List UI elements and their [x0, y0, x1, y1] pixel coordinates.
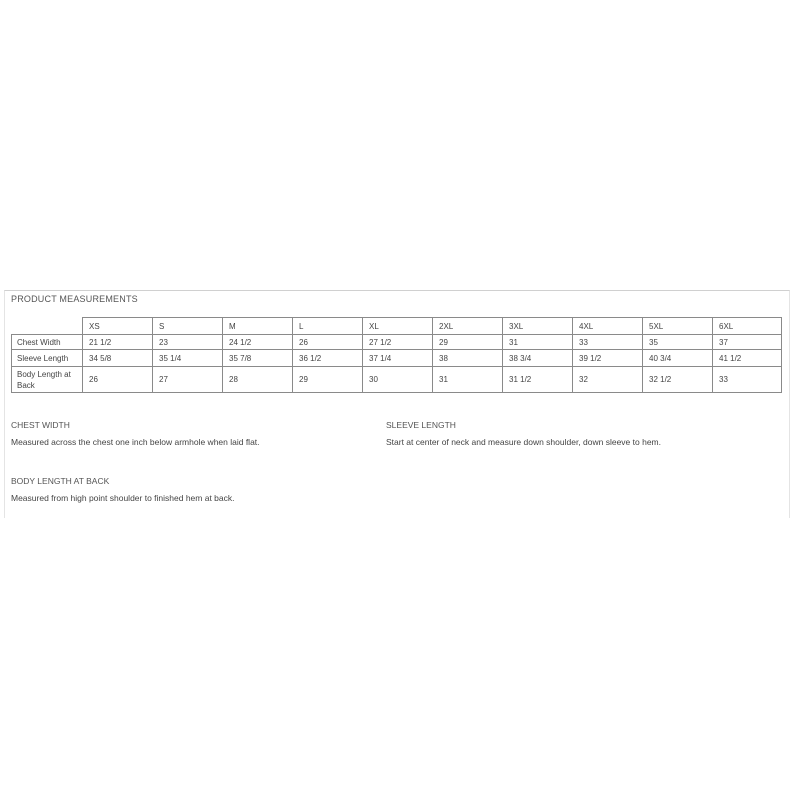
table-cell: 29 [433, 335, 503, 350]
chest-width-description: Measured across the chest one inch below armhole when laid flat. [11, 437, 260, 447]
row-label: Chest Width [12, 335, 83, 350]
table-cell: 40 3/4 [643, 350, 713, 367]
table-row-chest-width [12, 335, 782, 350]
table-cell: 28 [223, 367, 293, 393]
table-cell: 27 [153, 367, 223, 393]
table-cell: 31 [503, 335, 573, 350]
table-cell: 31 1/2 [503, 367, 573, 393]
table-cell: 34 5/8 [83, 350, 153, 367]
table-cell: 33 [713, 367, 782, 393]
size-header-cell: 2XL [433, 318, 503, 335]
size-header-cell: L [293, 318, 363, 335]
table-cell: 21 1/2 [83, 335, 153, 350]
table-cell: 35 [643, 335, 713, 350]
table-cell: 26 [293, 335, 363, 350]
size-header-cell: XL [363, 318, 433, 335]
table-cell: 38 [433, 350, 503, 367]
size-header-cell: 6XL [713, 318, 782, 335]
table-cell: 37 [713, 335, 782, 350]
page-title: PRODUCT MEASUREMENTS [11, 294, 138, 304]
chest-width-heading: CHEST WIDTH [11, 420, 70, 430]
table-cell: 36 1/2 [293, 350, 363, 367]
table-cell: 35 7/8 [223, 350, 293, 367]
table-cell: 32 1/2 [643, 367, 713, 393]
size-header-cell: M [223, 318, 293, 335]
header-corner-cell [12, 318, 83, 335]
table-cell: 39 1/2 [573, 350, 643, 367]
table-cell: 41 1/2 [713, 350, 782, 367]
table-cell: 23 [153, 335, 223, 350]
table-row-sleeve-length [12, 350, 782, 367]
table-cell: 38 3/4 [503, 350, 573, 367]
sleeve-length-heading: SLEEVE LENGTH [386, 420, 456, 430]
row-label: Body Length at Back [12, 367, 83, 393]
table-cell: 26 [83, 367, 153, 393]
size-header-cell: 4XL [573, 318, 643, 335]
table-cell: 30 [363, 367, 433, 393]
size-header-cell: 3XL [503, 318, 573, 335]
table-cell: 35 1/4 [153, 350, 223, 367]
table-row-body-length [12, 367, 782, 393]
table-cell: 37 1/4 [363, 350, 433, 367]
row-label: Sleeve Length [12, 350, 83, 367]
size-header-cell: S [153, 318, 223, 335]
table-cell: 24 1/2 [223, 335, 293, 350]
table-cell: 32 [573, 367, 643, 393]
size-header-row [12, 318, 782, 335]
body-length-description: Measured from high point shoulder to finished hem at back. [11, 493, 235, 503]
table-cell: 27 1/2 [363, 335, 433, 350]
table-cell: 29 [293, 367, 363, 393]
table-cell: 33 [573, 335, 643, 350]
body-length-heading: BODY LENGTH AT BACK [11, 476, 110, 486]
sleeve-length-description: Start at center of neck and measure down shoulder, down sleeve to hem. [386, 437, 661, 447]
size-header-cell: XS [83, 318, 153, 335]
table-cell: 31 [433, 367, 503, 393]
measurements-table [11, 317, 782, 393]
size-header-cell: 5XL [643, 318, 713, 335]
